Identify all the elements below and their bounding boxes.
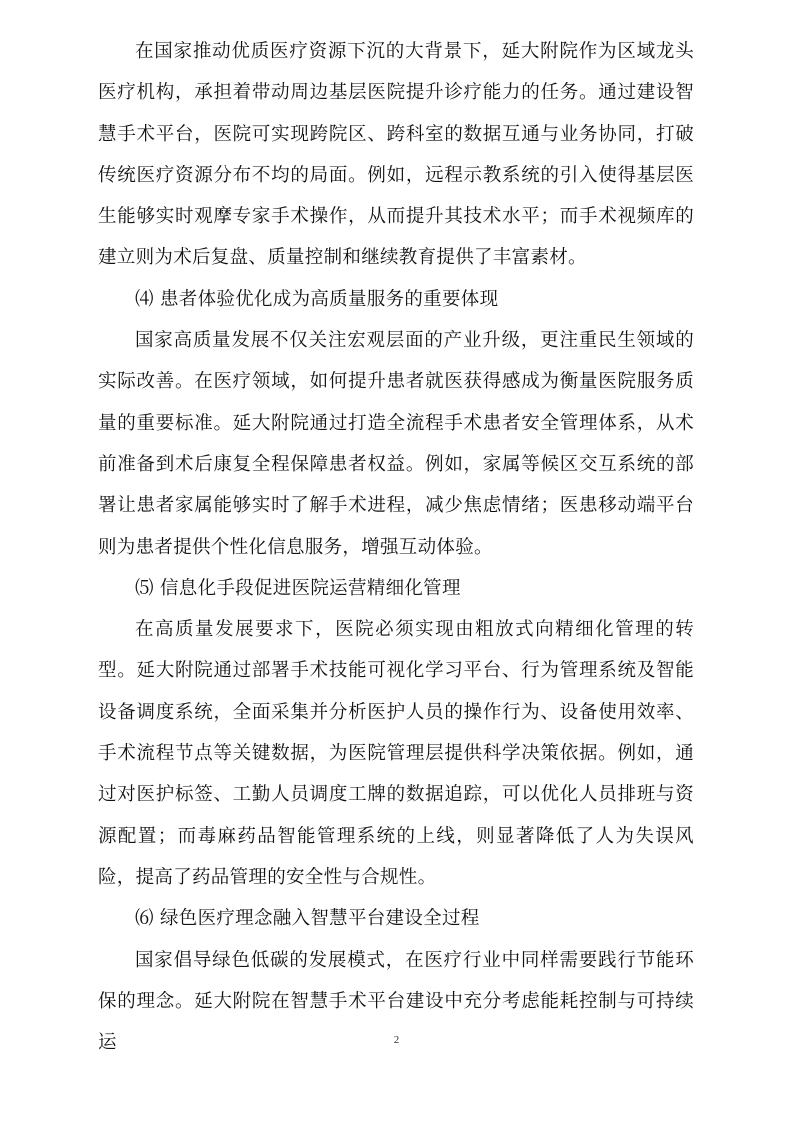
section-heading-6: ⑹ 绿色医疗理念融入智慧平台建设全过程 <box>135 908 480 930</box>
paragraph-patient-experience: 国家高质量发展不仅关注宏观层面的产业升级，更注重民生领域的实际改善。在医疗领域，如何提升患者就医获得感成为衡量医院服务质量的重要标准。延大附院通过打造全流程手术患者安全管理体系，从术前准备到术后康复全程保障患者权益。例如，家属等候区交互系统的部署让患者家属能够实时了解手术进程，减少焦虑情绪；医患移动端平台则为患者提供个性化信息服务，增强互动体验。 <box>98 330 694 558</box>
paragraph-refined-management: 在高质量发展要求下，医院必须实现由粗放式向精细化管理的转型。延大附院通过部署手术技能可视化学习平台、行为管理系统及智能设备调度系统，全面采集并分析医护人员的操作行为、设备使用效率、手术流程节点等关键数据，为医院管理层提供科学决策依据。例如，通过对医护标签、工勤人员调度工牌的数据追踪，可以优化人员排班与资源配置；而毒麻药品智能管理系统的上线，则显著降低了人为失误风险，提高了药品管理的安全性与合规性。 <box>98 619 694 888</box>
body-text <box>98 31 694 1063</box>
paragraph-green-medical: 国家倡导绿色低碳的发展模式，在医疗行业中同样需要践行节能环保的理念。延大附院在智慧手术平台建设中充分考虑能耗控制与可持续运 <box>98 949 694 1054</box>
paragraph-resource-sinking: 在国家推动优质医疗资源下沉的大背景下，延大附院作为区域龙头医疗机构，承担着带动周边基层医院提升诊疗能力的任务。通过建设智慧手术平台，医院可实现跨院区、跨科室的数据互通与业务协同，打破传统医疗资源分布不均的局面。例如，远程示教系统的引入使得基层医生能够实时观摩专家手术操作，从而提升其技术水平；而手术视频库的建立则为术后复盘、质量控制和继续教育提供了丰富素材。 <box>98 41 694 269</box>
page-number: 2 <box>393 1034 400 1046</box>
section-heading-5: ⑸ 信息化手段促进医院运营精细化管理 <box>135 577 461 599</box>
section-heading-4: ⑷ 患者体验优化成为高质量服务的重要体现 <box>135 288 499 310</box>
